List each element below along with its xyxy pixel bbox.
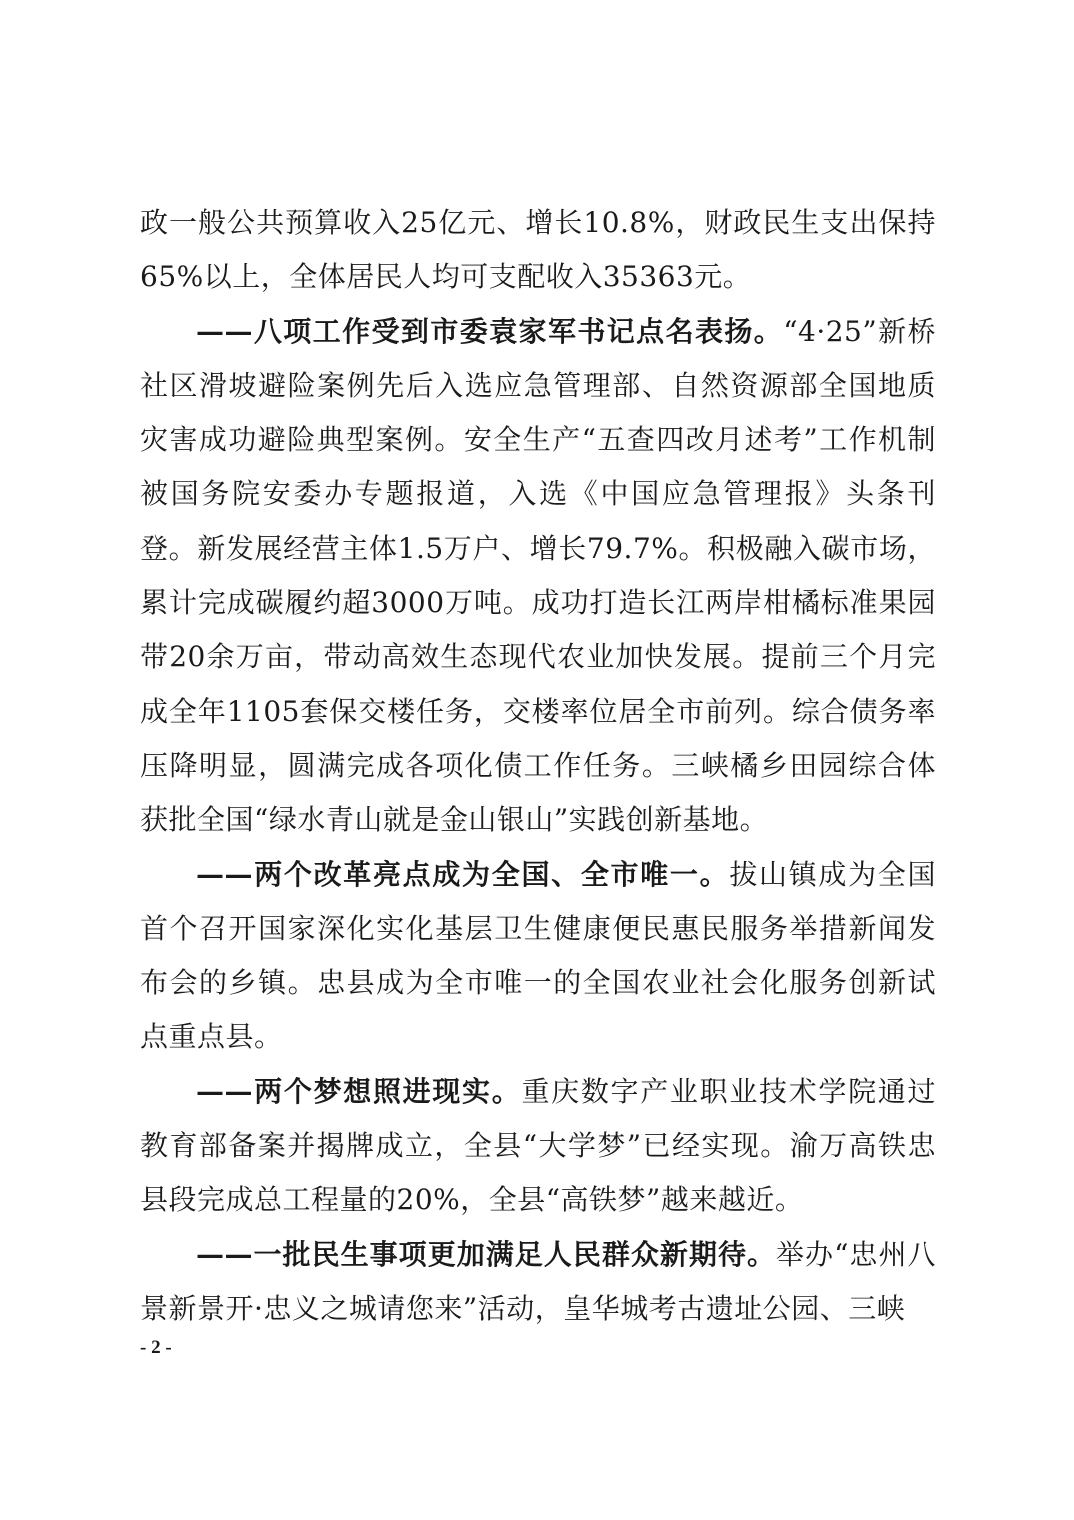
paragraph-5 xyxy=(140,1228,936,1337)
paragraph-3 xyxy=(140,848,936,1065)
paragraph-1 xyxy=(140,196,936,305)
paragraph-text: “4·25”新桥社区滑坡避险案例先后入选应急管理部、自然资源部全国地质灾害成功避险典型案例。安全生产“五查四改月述考”工作机制被国务院安委办专题报道，入选《中国应急管理报》头条刊登。新发展经营主体1.5万户、增长79.7%。积极融入碳市场，累计完成碳履约超3000万吨。成功打造长江两岸柑橘标准果园带20余万亩，带动高效生态现代农业加快发展。提前三个月完成全年1105套保交楼任务，交楼率位居全市前列。综合债务率压降明显，圆满完成各项化债工作任务。三峡橘乡田园综合体获批全国“绿水青山就是金山银山”实践创新基地。 xyxy=(140,314,936,837)
paragraph-text: 举办“忠州八景新景开·忠义之城请您来”活动，皇华城考古遗址公园、三峡 xyxy=(140,1237,936,1325)
paragraph-text: 拔山镇成为全国首个召开国家深化实化基层卫生健康便民惠民服务举措新闻发布会的乡镇。忠县成为全市唯一的全国农业社会化服务创新试点重点县。 xyxy=(140,857,936,1054)
paragraph-lead: ——两个梦想照进现实。 xyxy=(196,1074,522,1108)
paragraph-text: 重庆数字产业职业技术学院通过教育部备案并揭牌成立，全县“大学梦”已经实现。渝万高铁忠县段完成总工程量的20%，全县“高铁梦”越来越近。 xyxy=(140,1074,936,1217)
paragraph-lead: ——一批民生事项更加满足人民群众新期待。 xyxy=(196,1237,777,1271)
page-number: - 2 - xyxy=(140,1337,172,1358)
paragraph-text: 政一般公共预算收入25亿元、增长10.8%，财政民生支出保持65%以上，全体居民人均可支配收入35363元。 xyxy=(140,206,936,294)
paragraph-lead: ——八项工作受到市委袁家军书记点名表扬。 xyxy=(196,314,784,348)
paragraph-2 xyxy=(140,305,936,848)
paragraph-4 xyxy=(140,1065,936,1228)
document-body xyxy=(140,196,936,1336)
paragraph-lead: ——两个改革亮点成为全国、全市唯一。 xyxy=(196,857,730,891)
